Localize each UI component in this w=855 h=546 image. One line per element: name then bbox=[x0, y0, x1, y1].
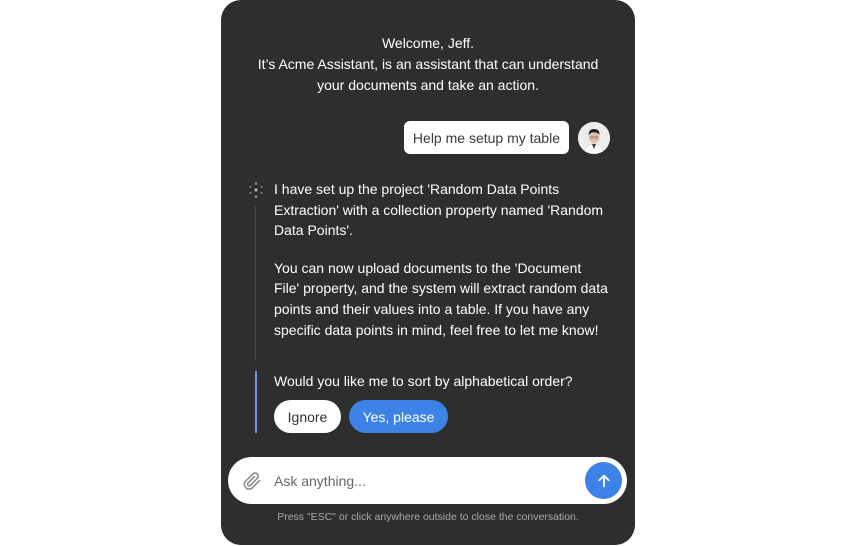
close-hint: Press "ESC" or click anywhere outside to close the conversation. bbox=[277, 511, 579, 523]
paperclip-icon[interactable] bbox=[242, 471, 262, 491]
assistant-question: Would you like me to sort by alphabetical order? bbox=[274, 373, 573, 389]
user-message-bubble: Help me setup my table bbox=[404, 121, 569, 154]
ignore-button[interactable]: Ignore bbox=[274, 400, 341, 433]
user-message-row bbox=[404, 121, 610, 154]
user-avatar-icon bbox=[578, 122, 610, 154]
send-button[interactable] bbox=[585, 462, 622, 499]
welcome-description-line1: It’s Acme Assistant, is an assistant that can understand bbox=[257, 56, 599, 72]
welcome-greeting: Welcome, Jeff. bbox=[381, 35, 475, 51]
question-accent-line bbox=[255, 371, 257, 433]
sparkle-dots-icon bbox=[247, 181, 265, 199]
assistant-paragraph-1: I have set up the project 'Random Data Points Extraction' with a collection property named 'Random Data Points'. bbox=[274, 181, 604, 239]
chat-composer bbox=[228, 457, 627, 504]
welcome-description-line2: your documents and take an action. bbox=[317, 77, 539, 93]
assistant-paragraph-2: You can now upload documents to the 'Document File' property, and the system will extract random data points and their values into a table. If you have any specific data points in mind, feel free to let me know! bbox=[274, 259, 608, 338]
user-avatar bbox=[578, 122, 610, 154]
assistant-response bbox=[274, 179, 609, 340]
welcome-message bbox=[241, 33, 615, 96]
response-thread-line bbox=[255, 206, 256, 361]
arrow-up-icon bbox=[596, 473, 612, 489]
ask-anything-input[interactable] bbox=[274, 468, 574, 493]
yes-please-button[interactable]: Yes, please bbox=[349, 400, 448, 433]
assistant-chat-panel bbox=[221, 0, 635, 545]
